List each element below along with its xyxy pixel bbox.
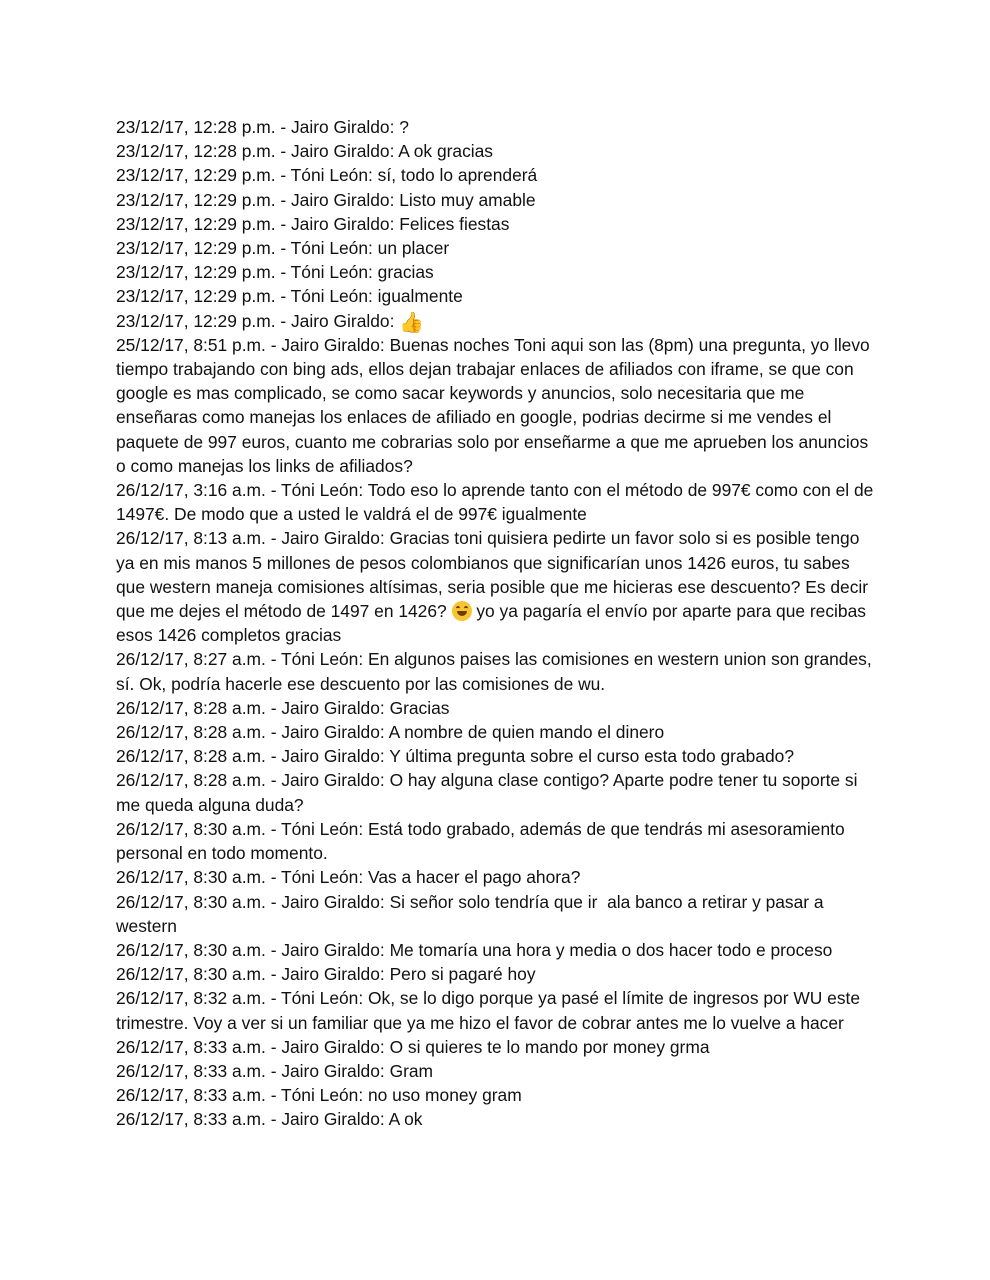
- message-line: 23/12/17, 12:29 p.m. - Tóni León: igualmente: [116, 286, 463, 307]
- message-line: 26/12/17, 8:30 a.m. - Tóni León: Está todo grabado, además de que tendrás mi asesoramiento personal en todo momento.: [116, 818, 850, 864]
- message-line: [116, 309, 876, 333]
- message-line: 26/12/17, 8:33 a.m. - Jairo Giraldo: O si quieres te lo mando por money grma: [116, 1036, 710, 1057]
- message-line: 26/12/17, 8:30 a.m. - Jairo Giraldo: Me tomaría una hora y media o dos hacer todo e proceso: [116, 939, 833, 960]
- message-line: 26/12/17, 8:27 a.m. - Tóni León: En algunos paises las comisiones en western union son grandes, sí. Ok, podría hacerle ese descuento por las comisiones de wu.: [116, 649, 877, 694]
- message-line: 26/12/17, 8:33 a.m. - Jairo Giraldo: A ok: [116, 1109, 423, 1130]
- message-line: 23/12/17, 12:29 p.m. - Tóni León: un placer: [116, 238, 450, 259]
- message-line: 26/12/17, 8:28 a.m. - Jairo Giraldo: Gracias: [116, 697, 450, 718]
- joy-mouth: [457, 611, 467, 616]
- message-line: 26/12/17, 8:28 a.m. - Jairo Giraldo: Y última pregunta sobre el curso esta todo grabado?: [116, 746, 795, 767]
- message-text: 23/12/17, 12:29 p.m. - Jairo Giraldo:: [116, 310, 400, 331]
- message-line: 26/12/17, 8:33 a.m. - Tóni León: no uso money gram: [116, 1085, 522, 1106]
- message-line: 23/12/17, 12:29 p.m. - Jairo Giraldo: Listo muy amable: [116, 189, 536, 210]
- message-text: yo ya pagaría el envío por aparte para que recibas esos 1426 completos gracias: [116, 601, 871, 646]
- message-line: 26/12/17, 8:30 a.m. - Tóni León: Vas a hacer el pago ahora?: [116, 867, 581, 888]
- message-line: 26/12/17, 8:33 a.m. - Jairo Giraldo: Gram: [116, 1060, 434, 1081]
- message-line: 23/12/17, 12:29 p.m. - Tóni León: sí, todo lo aprenderá: [116, 165, 538, 186]
- message-line: 26/12/17, 8:28 a.m. - Jairo Giraldo: A nombre de quien mando el dinero: [116, 722, 665, 743]
- tears-of-joy-icon: [452, 601, 472, 621]
- message-line: 25/12/17, 8:51 p.m. - Jairo Giraldo: Buenas noches Toni aqui son las (8pm) una pregunta, yo llevo tiempo trabajando con bing ads, ellos dejan trabajar enlaces de afiliados con iframe, se que con google es mas complicado, se como sacar keywords y anuncios, solo necesitaria que me enseñaras como manejas los enlaces de afiliado en google, podrias decirme si me vendes el paquete de 997 euros, cuanto me cobrarias solo por enseñarme a que me aprueben los anuncios o como manejas los links de afiliados?: [116, 334, 875, 476]
- chat-transcript: [116, 115, 879, 1132]
- message-line: 26/12/17, 8:30 a.m. - Jairo Giraldo: Pero si pagaré hoy: [116, 964, 536, 985]
- message-line: 26/12/17, 8:30 a.m. - Jairo Giraldo: Si señor solo tendría que ir ala banco a retirar y pasar a western: [116, 891, 829, 936]
- message-line: 23/12/17, 12:29 p.m. - Tóni León: gracias: [116, 262, 434, 283]
- message-line: 23/12/17, 12:28 p.m. - Jairo Giraldo: A ok gracias: [116, 141, 494, 162]
- message-line: 26/12/17, 3:16 a.m. - Tóni León: Todo eso lo aprende tanto con el método de 997€ como con el de 1497€. De modo que a usted le valdrá el de 997€ igualmente: [116, 480, 879, 525]
- message-line: 23/12/17, 12:29 p.m. - Jairo Giraldo: Felices fiestas: [116, 213, 510, 234]
- thumbs-up-icon: 👍: [399, 309, 425, 334]
- message-line: 23/12/17, 12:28 p.m. - Jairo Giraldo: ?: [116, 117, 409, 137]
- message-line: 26/12/17, 8:32 a.m. - Tóni León: Ok, se lo digo porque ya pasé el límite de ingresos por WU este trimestre. Voy a ver si un familiar que ya me hizo el favor de cobrar antes me lo vuelve a hacer: [116, 988, 865, 1033]
- message-line: 26/12/17, 8:28 a.m. - Jairo Giraldo: O hay alguna clase contigo? Aparte podre tener tu soporte si me queda alguna duda?: [116, 770, 863, 815]
- message-line: [116, 526, 876, 647]
- message-text: 26/12/17, 8:13 a.m. - Jairo Giraldo: Gracias toni quisiera pedirte un favor solo si es posible tengo ya en mis manos 5 millones de pesos colombianos que significarían unos 1426 euros, tu sabes que western maneja comisiones altísimas, seria posible que me hicieras ese descuento? Es decir que me dejes el método de 1497 en 1426?: [116, 528, 873, 622]
